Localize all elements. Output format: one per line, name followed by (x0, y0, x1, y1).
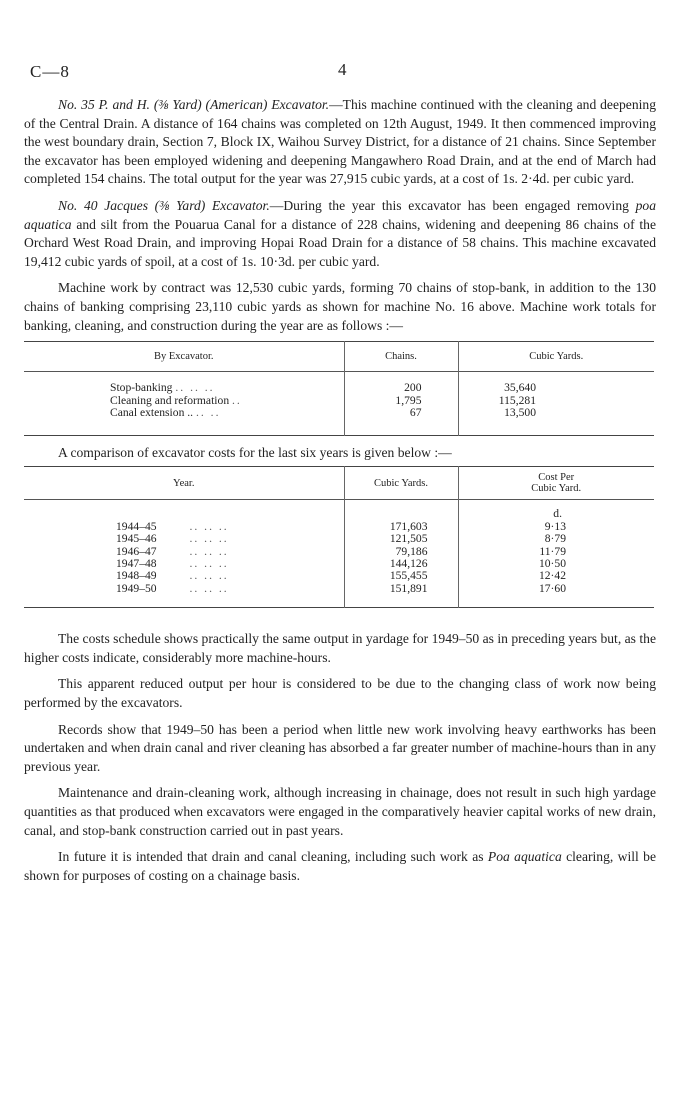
excavator-costs-table (24, 466, 654, 608)
table-row (24, 583, 654, 595)
row-year: 1947–48 (116, 556, 157, 570)
row-label: Stop-banking (110, 381, 173, 395)
cell-chains: 200 (344, 382, 458, 394)
machine-work-totals-table (24, 341, 654, 436)
paragraph-contract-work: Machine work by contract was 12,530 cubic yards, forming 70 chains of stop-bank, in addition to the 130 chains of banking comprising 23,110 cubic yards as shown for machine No. 16 above. Machine work totals for banking, cleaning, and construction during the year are as follows :— (24, 280, 656, 333)
cell-cost: 9·13 (544, 519, 566, 533)
leader-dots: .. .. .. (175, 381, 215, 395)
paragraph-lead: No. 40 Jacques (⅜ Yard) Excavator. (58, 197, 270, 213)
page-number: 4 (338, 60, 347, 79)
paragraph-excavator-40 (24, 197, 656, 271)
cell-cubic-yards: 13,500 (504, 405, 536, 419)
cell-cubic-yards: 155,455 (344, 570, 458, 582)
column-header-cost-per-cubic-yard (458, 467, 654, 500)
paragraph-text: —This machine continued with the cleaning and deepening of the Central Drain. A distance of 164 chains was completed on 12th August, 1949. It then commenced improving the west boundary drain, Section 7, Block IX, Waihou Survey District, for a distance of 21 chains. Since September the excavator has been employed widening and deepening Mangawhero Road Drain, and at the end of March had completed 154 chains. The total output for the year was 27,915 cubic yards, at a cost of 1s. 2·4d. per cubic yard. (24, 97, 656, 187)
paragraph-maintenance: Maintenance and drain-cleaning work, although increasing in chainage, does not result in such high yardage quantities as that produced when excavators were engaged in the comparatively heavier capital works of new drain, canal, and stop-bank construction carried out in past years. (24, 785, 656, 838)
table-row (24, 407, 654, 419)
paragraph-text: —During the year this excavator has been engaged removing (269, 197, 636, 213)
cell-cost: 8·79 (544, 532, 566, 546)
row-year: 1949–50 (116, 581, 157, 595)
column-header-cubic-yards: Cubic Yards. (529, 351, 584, 363)
paragraph-costs-schedule: The costs schedule shows practically the same output in yardage for 1949–50 as in preceding years but, as the higher costs indicate, considerably more machine-hours. (24, 631, 656, 665)
paragraph-text: clearing, will be shown for purposes of costing on a chainage basis. (24, 849, 656, 883)
document-body (24, 96, 656, 885)
row-year: 1946–47 (116, 544, 157, 558)
header-line-1: Cost Per (538, 472, 575, 484)
cell-cubic-yards: 144,126 (344, 558, 458, 570)
page-reference: C—8 (30, 62, 70, 81)
cost-unit-label: d. (553, 507, 562, 521)
cell-cubic-yards: 115,281 (498, 393, 536, 407)
paragraph-cost-comparison-intro: A comparison of excavator costs for the last six years is given below :— (58, 445, 452, 461)
leader-dots: .. .. .. (189, 519, 229, 533)
cell-cost: 17·60 (538, 581, 566, 595)
paragraph-excavator-35 (24, 96, 656, 189)
column-header-chains: Chains. (344, 342, 458, 372)
leader-dots: .. .. .. (189, 581, 229, 595)
paragraph-lead: No. 35 P. and H. (⅜ Yard) (American) Excavator. (58, 97, 330, 112)
row-label: Canal extension .. (110, 405, 194, 419)
cell-chains: 67 (344, 407, 458, 419)
paragraph-reduced-output: This apparent reduced output per hour is considered to be due to the changing class of work now being performed by the excavators. (24, 676, 656, 710)
cell-cost: 10·50 (538, 556, 566, 570)
paragraph-text: and silt from the Pouarua Canal for a distance of 228 chains, widening and deepening 86 chains of the Orchard West Road Drain, and improving Hopai Road Drain for a distance of 58 chains. This machine excavated 19,412 cubic yards of spoil, at a cost of 1s. 10·3d. per cubic yard. (24, 216, 656, 269)
cell-cubic-yards: 79,186 (344, 546, 458, 558)
column-header-by-excavator: By Excavator. (24, 342, 344, 372)
cell-cubic-yards: 151,891 (344, 583, 458, 595)
paragraph-text: In future it is intended that drain and canal cleaning, including such work as (58, 849, 488, 865)
leader-dots: .. .. .. (189, 544, 229, 558)
cell-cubic-yards: 35,640 (504, 381, 536, 395)
leader-dots: .. .. (195, 405, 221, 419)
cell-cubic-yards: 171,603 (344, 521, 458, 533)
leader-dots: .. .. .. (189, 532, 229, 546)
cell-chains: 1,795 (344, 395, 458, 407)
leader-dots: .. .. .. (189, 556, 229, 570)
leader-dots: .. .. .. (189, 569, 229, 583)
row-year: 1944–45 (116, 519, 157, 533)
row-year: 1948–49 (116, 569, 157, 583)
paragraph-records: Records show that 1949–50 has been a period when little new work involving heavy earthworks has been undertaken and when drain canal and river cleaning has absorbed a far greater number of machine-hours than in any previous year. (24, 721, 656, 774)
cell-cost: 11·79 (539, 544, 566, 558)
cell-cost: 12·42 (538, 569, 566, 583)
leader-dots: .. (232, 393, 242, 407)
paragraph-italic-term: Poa aquatica (487, 849, 562, 865)
row-year: 1945–46 (116, 532, 157, 546)
cell-cubic-yards: 121,505 (344, 533, 458, 545)
header-line-2: Cubic Yard. (531, 483, 582, 495)
column-header-year: Year. (24, 467, 344, 500)
paragraph-future-costing (24, 848, 656, 885)
row-label: Cleaning and reformation (110, 393, 230, 407)
paragraph-italic-term: poa aquatica (24, 197, 656, 232)
column-header-cubic-yards: Cubic Yards. (344, 467, 458, 500)
